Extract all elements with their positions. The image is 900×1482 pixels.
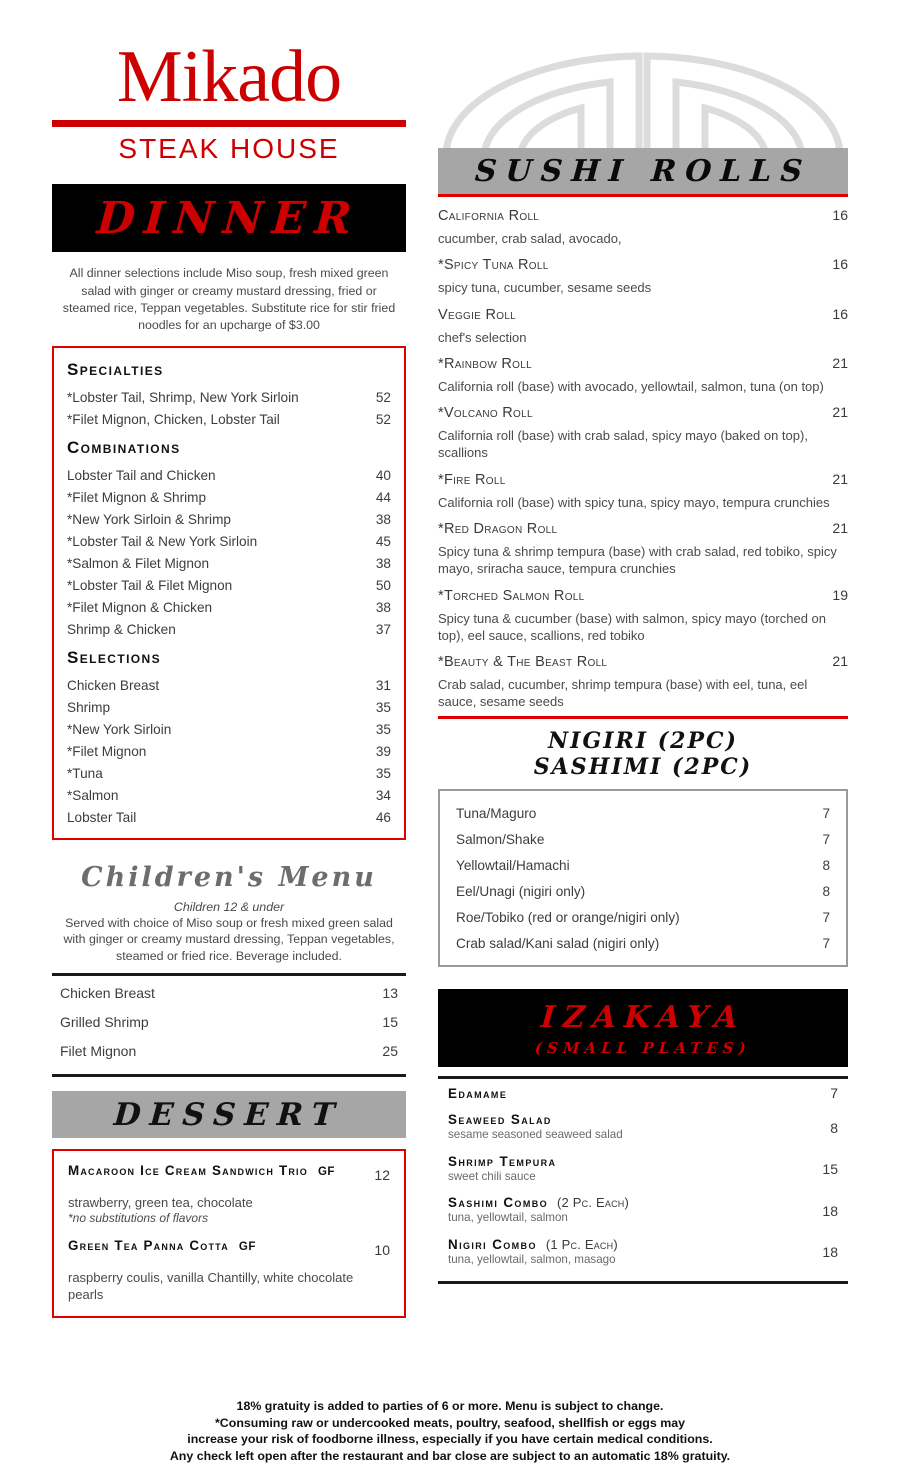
menu-row-price: 35 [375, 700, 391, 716]
menu-row [67, 465, 391, 487]
dessert-item [68, 1236, 390, 1258]
sushi-roll-row [438, 516, 848, 538]
izakaya-item-name: Sashimi Combo (2 Pc. Each) [448, 1195, 629, 1211]
dessert-item [68, 1161, 390, 1183]
sushi-roll-price: 21 [832, 354, 848, 371]
dessert-item-description: strawberry, green tea, chocolate [68, 1195, 253, 1211]
menu-row [456, 826, 830, 852]
sushi-roll-row [438, 252, 848, 274]
sushi-roll-description: California roll (base) with spicy tuna, spicy mayo, tempura crunchies [438, 494, 830, 510]
menu-row-name: Crab salad/Kani salad (nigiri only) [456, 935, 660, 951]
sushi-roll-row [438, 351, 848, 373]
menu-row [60, 1007, 398, 1036]
selections-heading: Selections [67, 647, 162, 667]
menu-row-name: Lobster Tail [67, 810, 137, 826]
sushi-roll-name: *Fire Roll [438, 471, 506, 488]
menu-row-name: *Lobster Tail, Shrimp, New York Sirloin [67, 390, 299, 406]
menu-row-price: 31 [375, 678, 391, 694]
sushi-roll-price: 16 [832, 256, 848, 273]
menu-row [67, 741, 391, 763]
menu-row-name: *Salmon & Filet Mignon [67, 556, 210, 572]
izakaya-row-text [448, 1086, 802, 1101]
izakaya-banner [438, 989, 848, 1067]
brand-name: Mikado [116, 36, 342, 118]
menu-row-name: *Filet Mignon [67, 744, 147, 760]
footer-disclaimer [0, 1398, 900, 1464]
menu-row-price: 52 [375, 390, 391, 406]
izakaya-item-name: Shrimp Tempura [448, 1153, 557, 1169]
dinner-items-box [52, 346, 406, 840]
dessert-item-description: raspberry coulis, vanilla Chantilly, white chocolate pearls [68, 1270, 354, 1303]
specialties-list [67, 387, 391, 431]
menu-row [67, 553, 391, 575]
sushi-roll-price: 21 [832, 653, 848, 670]
sushi-roll-description: chef's selection [438, 329, 527, 345]
izakaya-item-price: 15 [822, 1161, 838, 1178]
menu-row-price: 8 [822, 857, 830, 873]
restaurant-logo [52, 36, 406, 167]
mikado-arch-watermark-icon [438, 50, 848, 160]
menu-row-name: Roe/Tobiko (red or orange/nigiri only) [456, 909, 680, 925]
sushi-roll-price: 21 [832, 519, 848, 536]
footer-line-4: Any check left open after the restaurant and bar close are subject to an automatic 18% gratuity. [169, 1448, 731, 1463]
menu-row-name: Tuna/Maguro [456, 805, 537, 821]
menu-row-price: 40 [375, 468, 391, 484]
sushi-roll-row [438, 467, 848, 489]
izakaya-row [448, 1148, 838, 1189]
izakaya-row [448, 1079, 838, 1106]
menu-row-price: 37 [375, 622, 391, 638]
menu-row-name: *New York Sirloin [67, 722, 172, 738]
menu-row-price: 38 [375, 512, 391, 528]
menu-row-price: 7 [822, 831, 830, 847]
izakaya-item-price: 18 [822, 1244, 838, 1260]
menu-row-name: *Salmon [67, 788, 119, 804]
menu-row-name: Chicken Breast [67, 678, 160, 694]
sushi-roll-name: *Red Dragon Roll [438, 520, 558, 537]
menu-row-name: Grilled Shrimp [60, 1013, 149, 1030]
footer-line-3: increase your risk of foodborne illness, especially if you have certain medical conditions. [187, 1432, 713, 1447]
nigiri-sashimi-list [438, 789, 848, 967]
footer-menu-change: Menu is subject to change. [505, 1399, 664, 1413]
sushi-roll-price: 16 [832, 207, 848, 223]
menu-row-name: Lobster Tail and Chicken [67, 468, 216, 484]
menu-row-name: Yellowtail/Hamachi [456, 857, 570, 873]
right-column [438, 40, 848, 1284]
menu-row [67, 487, 391, 509]
menu-row-name: *Lobster Tail & Filet Mignon [67, 578, 233, 594]
izakaya-row [448, 1231, 838, 1272]
menu-row-price: 52 [375, 412, 391, 428]
menu-row-price: 7 [822, 935, 830, 951]
izakaya-banner-label: IZAKAYA [539, 999, 747, 1035]
menu-row [60, 1036, 398, 1065]
menu-row-price: 50 [375, 578, 391, 594]
sushi-roll-description: Spicy tuna & shrimp tempura (base) with crab salad, red tobiko, spicy mayo, sriracha sauce, tempura crunchies [438, 543, 837, 577]
dessert-item-price: 10 [374, 1242, 390, 1259]
menu-row-name: *New York Sirloin & Shrimp [67, 512, 231, 528]
selections-list [67, 675, 391, 829]
izakaya-item-name: Seaweed Salad [448, 1112, 552, 1128]
sushi-roll-description: Spicy tuna & cucumber (base) with salmon, spicy mayo (torched on top), eel sauce, scallions, red tobiko [438, 610, 827, 643]
izakaya-item-description: tuna, yellowtail, salmon, masago [448, 1252, 616, 1266]
sushi-roll-price: 19 [832, 586, 848, 603]
gluten-free-badge: GF [238, 1241, 256, 1254]
izakaya-item-description: sesame seasoned seaweed salad [448, 1128, 623, 1142]
sushi-rolls-banner-label: SUSHI ROLLS [473, 153, 813, 189]
izakaya-bottom-rule [438, 1281, 848, 1284]
menu-row-price: 34 [375, 788, 391, 804]
sushi-roll-name: *Beauty & The Beast Roll [438, 654, 608, 671]
menu-row-name: Chicken Breast [60, 984, 155, 1001]
dinner-banner [52, 184, 406, 252]
menu-row [67, 697, 391, 719]
menu-row-price: 39 [375, 744, 391, 760]
menu-row-price: 38 [375, 556, 391, 572]
sushi-roll-name: Veggie Roll [438, 306, 517, 323]
izakaya-item-quantity: (2 Pc. Each) [557, 1195, 629, 1211]
menu-row [67, 509, 391, 531]
izakaya-item-price: 18 [822, 1202, 838, 1219]
sushi-roll-row [438, 203, 848, 225]
menu-row-price: 15 [382, 1013, 398, 1030]
sushi-roll-description: Crab salad, cucumber, shrimp tempura (base) with eel, tuna, eel sauce, sesame seeds [438, 677, 808, 710]
brand-subtitle: STEAK HOUSE [118, 133, 340, 164]
gluten-free-badge: GF [317, 1166, 335, 1179]
menu-row [67, 619, 391, 641]
menu-row-price: 35 [375, 766, 391, 782]
nigiri-sashimi-title [438, 728, 848, 782]
menu-row-price: 46 [375, 810, 391, 826]
menu-row-name: *Filet Mignon & Chicken [67, 600, 213, 616]
izakaya-row-text [448, 1237, 802, 1267]
childrens-menu-title: Children's Menu [81, 861, 377, 893]
izakaya-banner-sublabel: (SMALL PLATES) [534, 1038, 752, 1057]
footer-line-1 [0, 1398, 900, 1415]
combinations-list [67, 465, 391, 641]
izakaya-row-text [448, 1195, 802, 1225]
izakaya-item-quantity: (1 Pc. Each) [545, 1236, 618, 1252]
menu-row [456, 904, 830, 930]
izakaya-row-text [448, 1154, 802, 1184]
sushi-rolls-bottom-rule [438, 716, 848, 719]
menu-row-name: *Lobster Tail & New York Sirloin [67, 534, 258, 550]
menu-row-price: 8 [822, 883, 830, 899]
menu-row [456, 878, 830, 904]
izakaya-row [448, 1189, 838, 1230]
izakaya-item-price: 8 [830, 1119, 838, 1136]
nigiri-title-line-1: NIGIRI (2PC) [548, 727, 738, 754]
menu-row [67, 575, 391, 597]
sushi-roll-price: 16 [832, 305, 848, 322]
izakaya-items-list [438, 1079, 848, 1272]
dessert-items-box [52, 1149, 406, 1317]
dessert-item-name: Macaroon Ice Cream Sandwich Trio GF [68, 1163, 335, 1179]
sushi-roll-name: *Volcano Roll [438, 405, 533, 422]
izakaya-item-name: Edamame [448, 1085, 508, 1101]
sushi-roll-price: 21 [832, 404, 848, 421]
izakaya-item-name: Nigiri Combo (1 Pc. Each) [448, 1236, 618, 1252]
menu-row-price: 7 [822, 909, 830, 925]
childrens-included-note: Served with choice of Miso soup or fresh mixed green salad with ginger or creamy mustard dressing, Teppan vegetables, steamed or fried rice. Beverage included. [63, 915, 395, 963]
sushi-roll-description: spicy tuna, cucumber, sesame seeds [438, 280, 652, 296]
menu-row-name: *Tuna [67, 766, 103, 782]
sushi-roll-name: *Spicy Tuna Roll [438, 257, 549, 274]
dessert-banner [52, 1091, 406, 1138]
menu-row [67, 719, 391, 741]
sushi-roll-description: California roll (base) with crab salad, spicy mayo (baked on top), scallions [438, 428, 808, 461]
menu-row-price: 13 [382, 984, 398, 1001]
sushi-roll-name: California Roll [438, 208, 540, 224]
dessert-banner-label: DESSERT [112, 1096, 346, 1133]
izakaya-item-description: tuna, yellowtail, salmon [448, 1211, 568, 1225]
izakaya-item-price: 7 [830, 1085, 838, 1102]
sushi-rolls-banner [438, 148, 848, 194]
sushi-roll-description: cucumber, crab salad, avocado, [438, 231, 622, 246]
menu-row [67, 675, 391, 697]
dessert-item-name: Green Tea Panna Cotta GF [68, 1238, 256, 1254]
menu-row-price: 45 [375, 534, 391, 550]
izakaya-row [448, 1106, 838, 1147]
menu-row-price: 25 [382, 1042, 398, 1059]
menu-row [67, 785, 391, 807]
childrens-age-note: Children 12 & under [173, 899, 285, 914]
menu-row-name: *Filet Mignon, Chicken, Lobster Tail [67, 412, 280, 428]
menu-row-price: 7 [822, 805, 830, 821]
menu-row [67, 763, 391, 785]
childrens-bottom-rule [52, 1074, 406, 1077]
sushi-roll-price: 21 [832, 470, 848, 487]
menu-row-name: Shrimp & Chicken [67, 622, 176, 638]
dinner-banner-label: DINNER [95, 192, 363, 244]
footer-line-2: *Consuming raw or undercooked meats, poultry, seafood, shellfish or eggs may [214, 1415, 686, 1430]
specialties-heading: Specialties [67, 359, 164, 379]
menu-row [67, 387, 391, 409]
dessert-item-note: *no substitutions of flavors [68, 1211, 209, 1226]
combinations-heading: Combinations [67, 437, 181, 457]
childrens-items-list [52, 976, 406, 1065]
dessert-item-text [68, 1236, 350, 1256]
menu-row-price: 38 [375, 600, 391, 616]
sushi-roll-row [438, 400, 848, 422]
menu-row-price: 35 [375, 722, 391, 738]
menu-row [456, 930, 830, 956]
menu-row [60, 978, 398, 1007]
sushi-roll-name: *Rainbow Roll [438, 355, 532, 372]
nigiri-title-line-2: SASHIMI (2PC) [533, 754, 753, 781]
dessert-item-text [68, 1161, 350, 1181]
menu-row-name: Salmon/Shake [456, 831, 545, 847]
menu-row [67, 597, 391, 619]
dinner-intro-text: All dinner selections include Miso soup, fresh mixed green salad with ginger or creamy mustard dressing, fried or steamed rice, Teppan vegetables. Substitute rice for stir fried noodles for an upcharge of $3.00 [62, 266, 396, 332]
menu-row [456, 852, 830, 878]
menu-row [67, 531, 391, 553]
logo-divider-rule [52, 120, 406, 127]
menu-row-name: Filet Mignon [60, 1042, 137, 1059]
sushi-roll-description: California roll (base) with avocado, yellowtail, salmon, tuna (on top) [438, 378, 824, 394]
izakaya-item-description: sweet chili sauce [448, 1169, 536, 1183]
sushi-rolls-list [438, 197, 848, 716]
menu-row-name: Eel/Unagi (nigiri only) [456, 883, 586, 899]
left-column [52, 36, 406, 1318]
menu-row [67, 807, 391, 829]
menu-row [456, 800, 830, 826]
menu-row-name: Shrimp [67, 700, 111, 716]
izakaya-row-text [448, 1112, 802, 1142]
sushi-roll-row [438, 583, 848, 605]
dessert-item-price: 12 [374, 1167, 390, 1184]
menu-row [67, 409, 391, 431]
sushi-roll-row [438, 649, 848, 671]
sushi-roll-row [438, 302, 848, 324]
dessert-spacer [68, 1225, 390, 1236]
sushi-roll-name: *Torched Salmon Roll [438, 587, 585, 604]
menu-row-name: *Filet Mignon & Shrimp [67, 490, 207, 506]
menu-row-price: 44 [375, 490, 391, 506]
footer-gratuity-bold: 18% gratuity is added to parties of 6 or more. [236, 1399, 502, 1413]
